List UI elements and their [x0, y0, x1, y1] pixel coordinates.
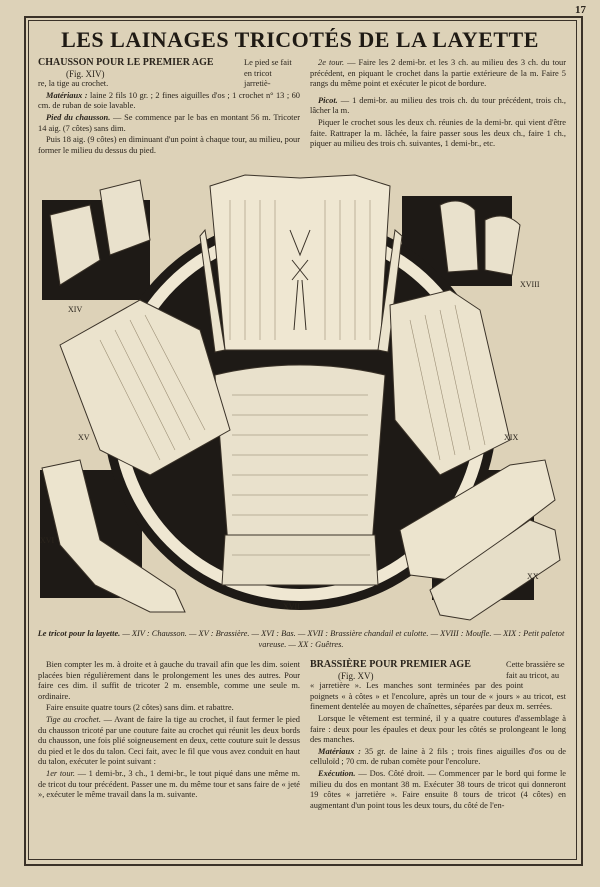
figure-label-xvii: XVII	[283, 602, 300, 611]
side-note: Le pied se fait en tricot jarretiè-	[244, 58, 292, 89]
paragraph: 2e tour. — Faire les 2 demi-br. et les 3 ch. au milieu des 3 ch. du tour précédent, en piquant le crochet dans la partie extérieure de la m. Faire 5 rangs du même point et exécuter le picot de bordure.	[310, 58, 566, 89]
figure-label-xiv: XIV	[68, 305, 83, 314]
figure-label-xx: XX	[527, 572, 539, 581]
paragraph: Puis 18 aig. (9 côtes) en diminuant d'un point à chaque tour, au milieu, pour former le milieu du dessus du pied.	[38, 135, 301, 155]
figure-reference: (Fig. XV)	[338, 670, 374, 681]
figure-label-xvi: XVI	[40, 536, 55, 545]
figure-caption	[36, 629, 566, 650]
side-note: Cette brassière se fait au tricot, au point	[506, 660, 565, 691]
paragraph-label: 2e tour.	[318, 58, 345, 67]
paragraph: re, la tige au crochet.	[38, 79, 109, 89]
column-bottom-left	[38, 660, 300, 802]
section-heading-chausson: CHAUSSON POUR LE PREMIER AGE	[38, 57, 214, 68]
paragraph-label: Tige au crochet.	[46, 714, 101, 724]
paragraph: Picot. — 1 demi-br. au milieu des trois ch. du tour précédent, trois ch., lâcher la m.	[310, 95, 566, 116]
paragraph-label: Pied du chausson.	[46, 112, 111, 122]
caption-lead: Le tricot pour la layette.	[37, 629, 121, 638]
paragraph: Matériaux : 35 gr. de laine à 2 fils ; trois fines aiguilles d'os ou de celluloïd ; 70 cm. de ruban comète pour l'encolure.	[310, 746, 566, 767]
paragraph: « jarretière ». Les manches sont terminées par des poignets « à côtes » et l'encolure, après un tour de « jours » au tricot, est finement dentelée au moyen de chaînettes, séparées par deux m. serrées.	[310, 681, 566, 712]
paragraph-label: 1er tour.	[46, 768, 75, 778]
caption-text: — XIV : Chausson. — XV : Brassière. — XVI : Bas. — XVII : Brassière chandail et culotte. — XVIII : Moufle. — XIX : Petit paletot vareuse. — XX : Guêtres.	[120, 629, 565, 649]
page-title: LES LAINAGES TRICOTÉS DE LA LAYETTE	[61, 27, 539, 52]
paragraph: Faire ensuite quatre tours (2 côtes) sans dim. et rabattre.	[46, 703, 234, 713]
paragraph: Exécution. — Dos. Côté droit. — Commencer par le bord qui forme le milieu du dos en montant 38 m. Exécuter 38 tours de tricot qui donneront 19 côtes « jarretière ». Faire ensuite 8 tours de tricot (4 côtes) en augmentant d'un point tous les deux tours, du côté de l'en-	[310, 768, 566, 810]
paragraph: 1er tour. — 1 demi-br., 3 ch., 1 demi-br., le tout piqué dans une même m. de tricot du tour précédent. Passer une m. du même tour et sans faire de « jeté », exécuter le même travail dans la m. suivante.	[38, 768, 300, 800]
paragraph-label: Matériaux :	[318, 746, 361, 756]
figure-label-xv: XV	[78, 433, 90, 442]
paragraph: Bien compter les m. à droite et à gauche du travail afin que les dim. soient placées bien régulièrement dans le prolongement les unes des autres. Pour faire ces dim. il suffit de tricoter 2 m. ensemble, comme une seule m. ordinaire.	[38, 660, 300, 701]
paragraph: Piquer le crochet sous les deux ch. réunies de la demi-br. qui vient d'être faite. Rattraper la m. lâchée, la faire passer sous les deux ch., faire 1 ch., piquer au milieu des trois ch. suivantes, 1 demi-br., etc.	[310, 117, 566, 149]
paragraph-label: Exécution.	[318, 768, 356, 778]
paragraph-label: Picot.	[318, 95, 338, 105]
section-heading-brassiere: BRASSIÈRE POUR PREMIER AGE	[310, 659, 471, 670]
column-bottom-right	[310, 660, 566, 812]
paragraph: Lorsque le vêtement est terminé, il y a quatre coutures d'assemblage à faire : deux pour les épaules et deux pour les côtés se prolongeant le long des manches.	[310, 713, 566, 745]
figure-label-xix: XIX	[504, 433, 519, 442]
figure-label-xviii: XVIII	[520, 280, 540, 289]
page-number: 17	[575, 4, 586, 16]
paragraph: Matériaux : laine 2 fils 10 gr. ; 2 fines aiguilles d'os ; 1 crochet n° 13 ; 60 cm. de ruban de soie lavable.	[38, 90, 300, 111]
paragraph: Tige au crochet. — Avant de faire la tige au crochet, il faut fermer le pied du chausson tricoté par une couture faite au crochet qui réunit les deux bords du chausson, une fois plié soigneusement en deux, cette couture suit le dessus du pied et le dos du talon. Ceci fait, avec le fil que vous avez conduit en haut du talon, exécuter le point suivant :	[38, 714, 300, 767]
paragraph: Pied du chausson. — Se commence par le bas en montant 56 m. Tricoter 14 aig. (7 côtes) sans dim.	[38, 112, 300, 133]
figure-reference: (Fig. XIV)	[66, 68, 105, 79]
paragraph-label: Matériaux :	[46, 90, 88, 100]
